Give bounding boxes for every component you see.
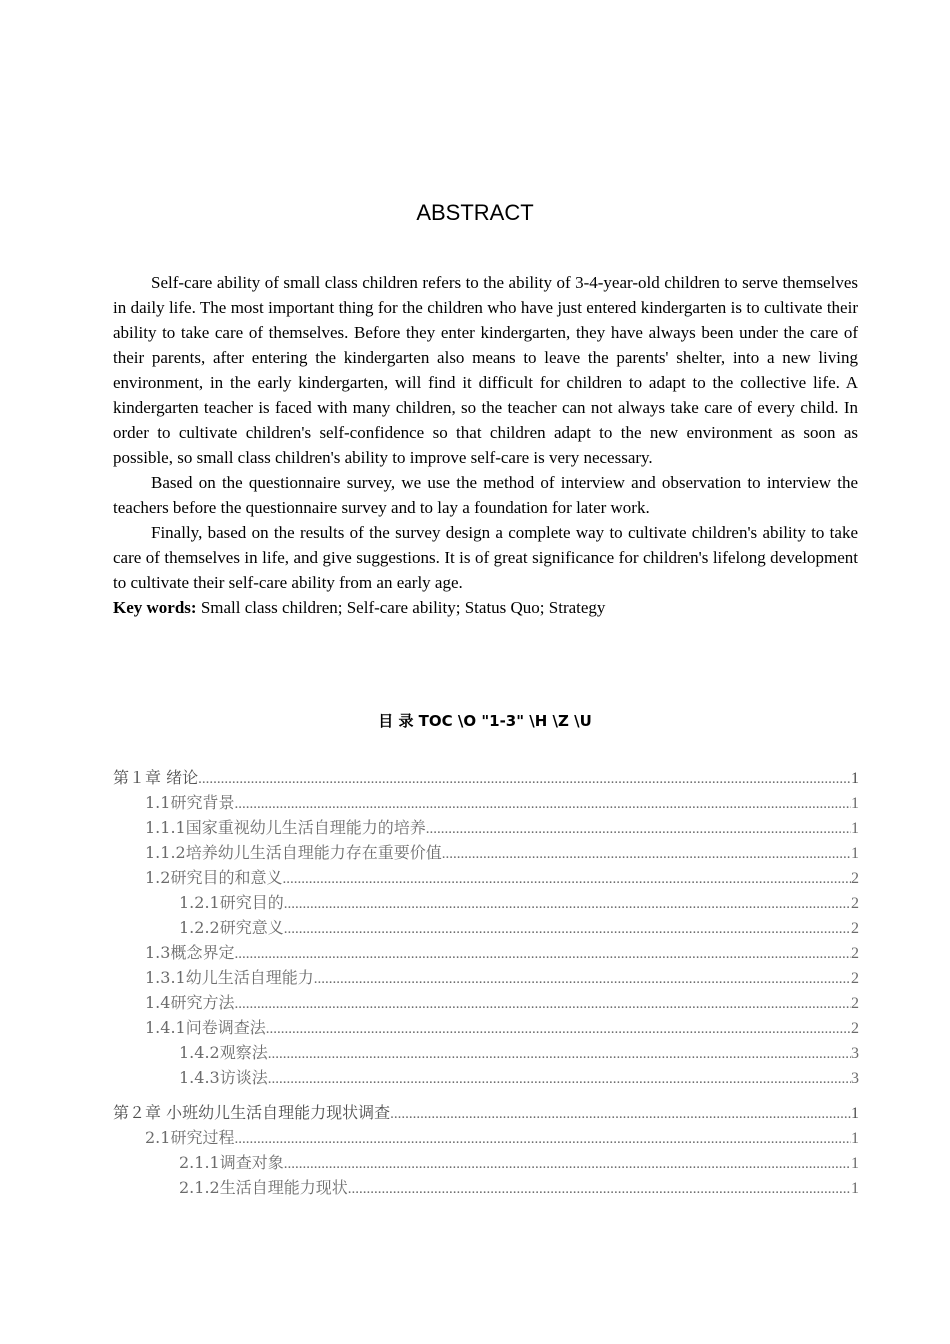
toc-entry-text: 2.1.1调查对象 [179, 1153, 284, 1172]
table-of-contents [113, 765, 859, 1200]
toc-leader [234, 992, 851, 1017]
toc-entry-text: 2.1.2生活自理能力现状 [179, 1178, 348, 1197]
toc-entry-1-4-3[interactable] [113, 1065, 859, 1090]
toc-leader [268, 1067, 851, 1092]
toc-page-number: 2 [851, 1020, 859, 1037]
toc-entry-1-4-1[interactable] [113, 1015, 859, 1040]
toc-page-number: 2 [851, 895, 859, 912]
toc-entry-1-2-2[interactable] [113, 915, 859, 940]
toc-leader [426, 817, 851, 842]
toc-entry-text: 1.4.2观察法 [179, 1043, 268, 1062]
toc-page-number: 1 [851, 820, 859, 837]
toc-page-number: 3 [851, 1070, 859, 1087]
toc-page-number: 1 [851, 1155, 859, 1172]
toc-entry-chapter-2[interactable] [113, 1100, 859, 1125]
toc-leader [284, 917, 851, 942]
toc-leader [284, 1152, 851, 1177]
toc-entry-2-1-2[interactable] [113, 1175, 859, 1200]
toc-page-number: 1 [851, 845, 859, 862]
toc-entry-1-1[interactable] [113, 790, 859, 815]
toc-leader [390, 1102, 851, 1127]
toc-entry-1-1-1[interactable] [113, 815, 859, 840]
toc-leader [282, 867, 851, 892]
toc-page-number: 1 [851, 795, 859, 812]
toc-entry-1-3-1[interactable] [113, 965, 859, 990]
toc-entry-text: 1.3概念界定 [145, 943, 235, 962]
toc-page-number: 2 [851, 995, 859, 1012]
toc-entry-1-2[interactable] [113, 865, 859, 890]
toc-entry-1-4-2[interactable] [113, 1040, 859, 1065]
toc-entry-text: 第１章 绪论 [113, 768, 199, 787]
toc-page-number: 1 [851, 1180, 859, 1197]
abstract-paragraph: Based on the questionnaire survey, we use the method of interview and observation to interview the teachers before the questionnaire survey and to lay a foundation for later work. [113, 473, 858, 517]
toc-entry-text: 第２章 小班幼儿生活自理能力现状调查 [113, 1103, 391, 1122]
toc-page-number: 1 [851, 1130, 859, 1147]
toc-entry-text: 1.2.1研究目的 [179, 893, 284, 912]
toc-leader [314, 967, 851, 992]
toc-leader [266, 1017, 851, 1042]
toc-entry-text: 1.2研究目的和意义 [145, 868, 283, 887]
toc-page-number: 2 [851, 970, 859, 987]
toc-entry-1-3[interactable] [113, 940, 859, 965]
toc-leader [442, 842, 851, 867]
toc-entry-2-1[interactable] [113, 1125, 859, 1150]
toc-leader [234, 792, 851, 817]
toc-entry-1-1-2[interactable] [113, 840, 859, 865]
toc-entry-text: 1.1研究背景 [145, 793, 235, 812]
abstract-paragraph: Finally, based on the results of the survey design a complete way to cultivate children's ability to take care of themselves in life, and give suggestions. It is of great significance for children's lifelong development to cultivate their self-care ability from an early age. [113, 523, 858, 592]
toc-leader [198, 767, 851, 792]
toc-entry-text: 1.1.1国家重视幼儿生活自理能力的培养 [145, 818, 426, 837]
abstract-paragraph: Self-care ability of small class children refers to the ability of 3-4-year-old children to serve themselves in daily life. The most important thing for the children who have just entered kindergarten is to cultivate their ability to take care of themselves. Before they enter kindergarten, they have always been under the care of their parents, after entering the kindergarten also means to leave the parents' shelter, into a new living environment, in the early kindergarten, will find it difficult for children to adapt to the collective life. A kindergarten teacher is faced with many children, so the teacher can not always take care of every child. In order to cultivate children's self-confidence so that children adapt to the new environment as soon as possible, so small class children's ability to improve self-care is very necessary. [113, 273, 858, 467]
toc-page-number: 3 [851, 1045, 859, 1062]
toc-entry-1-2-1[interactable] [113, 890, 859, 915]
toc-entry-1-4[interactable] [113, 990, 859, 1015]
toc-entry-text: 1.3.1幼儿生活自理能力 [145, 968, 314, 987]
keywords-value: Small class children; Self-care ability; Status Quo; Strategy [200, 598, 606, 617]
keywords-line [113, 595, 858, 620]
toc-leader [234, 942, 851, 967]
keywords-label: Key words: [113, 598, 197, 617]
toc-entry-chapter-1[interactable] [113, 765, 859, 790]
toc-leader [234, 1127, 851, 1152]
toc-entry-text: 2.1研究过程 [145, 1128, 235, 1147]
toc-entry-text: 1.4.1问卷调查法 [145, 1018, 266, 1037]
toc-page-number: 1 [851, 770, 859, 787]
toc-entry-2-1-1[interactable] [113, 1150, 859, 1175]
toc-page-number: 2 [851, 945, 859, 962]
toc-page-number: 1 [851, 1105, 859, 1122]
toc-title: 目 录 TOC \O "1-3" \H \Z \U [378, 712, 592, 730]
abstract-body [113, 270, 858, 620]
toc-leader [284, 892, 851, 917]
toc-entry-text: 1.1.2培养幼儿生活自理能力存在重要价值 [145, 843, 442, 862]
toc-leader [268, 1042, 851, 1067]
toc-leader [348, 1177, 851, 1202]
toc-page-number: 2 [851, 920, 859, 937]
abstract-title: ABSTRACT [416, 200, 534, 225]
toc-page-number: 2 [851, 870, 859, 887]
toc-entry-text: 1.4研究方法 [145, 993, 235, 1012]
toc-entry-text: 1.4.3访谈法 [179, 1068, 268, 1087]
toc-entry-text: 1.2.2研究意义 [179, 918, 284, 937]
